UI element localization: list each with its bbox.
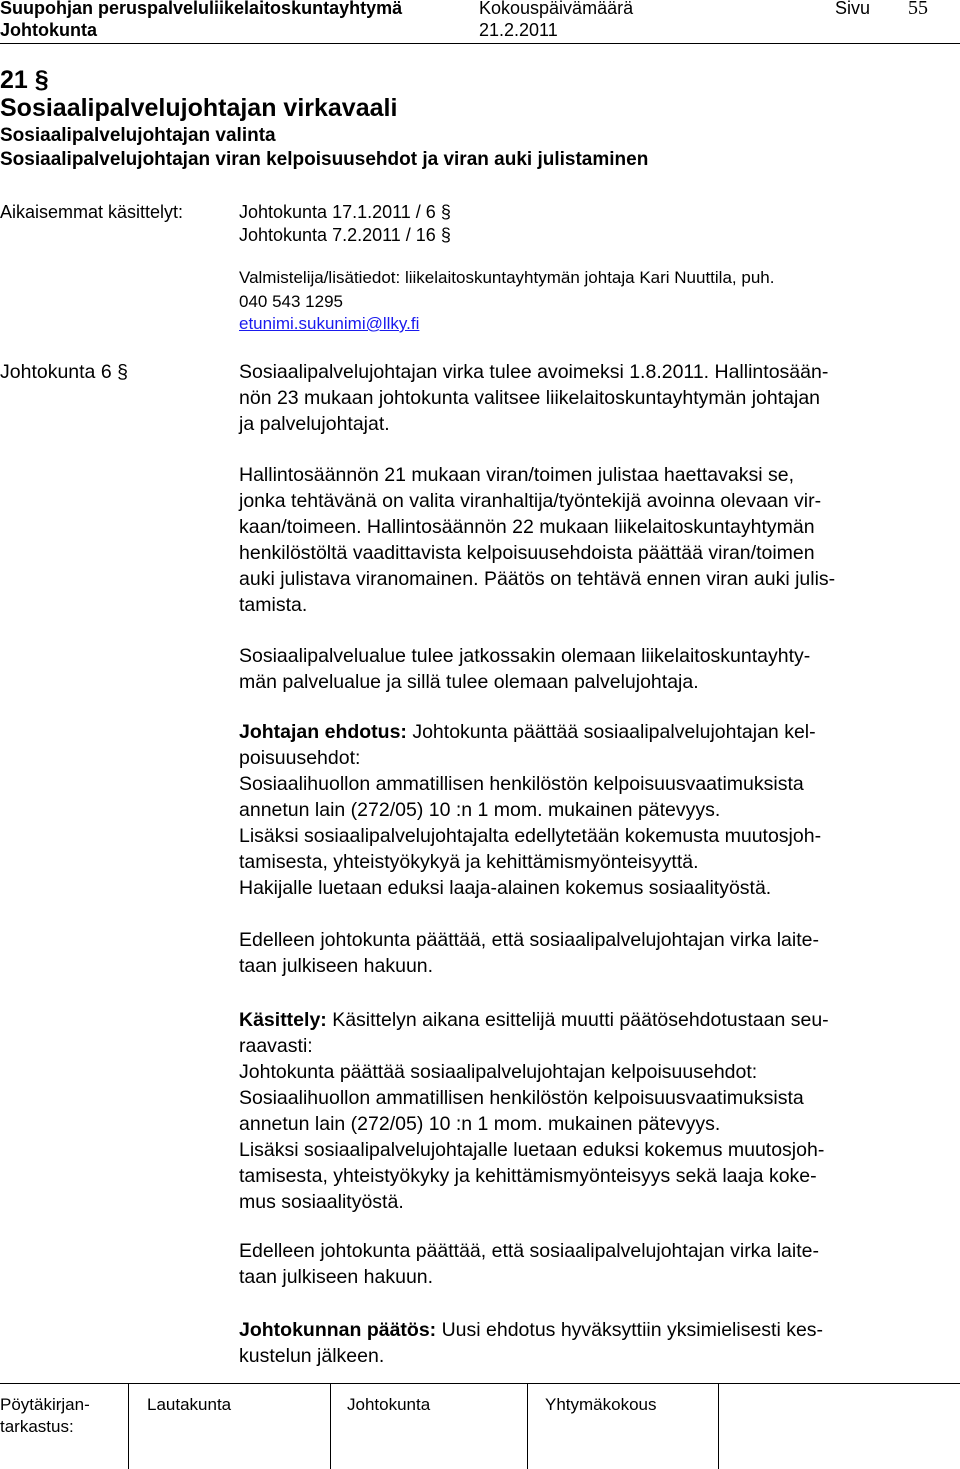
paragraph-line: Sosiaalipalvelualue tulee jatkossakin olemaan liikelaitoskuntayhty- [239,645,811,667]
footer-rule [0,1383,960,1384]
paragraph-line: auki julistava viranomainen. Päätös on tehtävä ennen viran auki julis- [239,568,836,590]
paragraph-line: mus sosiaalityöstä. [239,1191,404,1213]
org-name: Suupohjan peruspalveluliikelaitoskuntayhtymä [0,0,403,18]
paragraph-line: Edelleen johtokunta päättää, että sosiaalipalvelujohtajan virka laite- [239,929,819,951]
page-label: Sivu [835,0,871,18]
footer-divider-3 [527,1384,528,1469]
paragraph-line: taan julkiseen hakuun. [239,1266,434,1288]
paragraph-line: tamisesta, yhteistyökyky ja kehittämismyönteisyys sekä laaja koke- [239,1165,817,1187]
preparer-email-link[interactable]: etunimi.sukunimi@llky.fi [239,314,420,333]
footer-board: Johtokunta [347,1395,431,1414]
body-name: Johtokunta [0,20,97,40]
footer-divider-1 [128,1384,129,1469]
preparer-line-1: Valmistelija/lisätiedot: liikelaitoskuntayhtymän johtaja Kari Nuuttila, puh. [239,268,775,287]
history-item-2: Johtokunta 7.2.2011 / 16 § [239,225,451,245]
paragraph-line: Sosiaalihuollon ammatillisen henkilöstön kelpoisuusvaatimuksista [239,1087,804,1109]
paragraph-line: ja palvelujohtajat. [239,413,390,435]
paragraph-line: Hallintosäännön 21 mukaan viran/toimen julistaa haettavaksi se, [239,464,794,486]
board-decision: Johtokunnan päätös: Uusi ehdotus hyväksyttiin yksimielisesti kes- kustelun jälkeen. [239,1319,824,1367]
paragraph-line: Hakijalle luetaan eduksi laaja-alainen kokemus sosiaalityöstä. [239,877,772,899]
paragraph-line: poisuusehdot: [239,747,361,769]
decision-label: Johtokunnan päätös: [239,1319,437,1341]
paragraph-line: jonka tehtävänä on valita viranhaltija/työntekijä avoinna olevaan vir- [239,490,822,512]
body-reference: Johtokunta 6 § [0,361,128,383]
paragraph-2 [239,462,835,618]
paragraph-line: tamisesta, yhteistyökykyä ja kehittämismyönteisyyttä. [239,851,699,873]
director-proposal: Johtajan ehdotus: Johtokunta päättää sosiaalipalvelujohtajan kel- poisuusehdot: Sosiaalihuollon ammatillisen henkilöstön kelpoisuusvaatimuksista annetun lain (272/05) 10 :n 1 mom. mukainen pätevyys. Lisäksi sosiaalipalvelujohtajalta edellytetään kokemusta muutosjoh- tamisesta, yhteistyökykyä ja kehittämismyönteisyyttä. Hakijalle luetaan eduksi laaja-alainen kokemus sosiaalityöstä. [239,721,822,899]
paragraph-line: Johtokunta päättää sosiaalipalvelujohtajan kelpoisuusehdot: [239,1061,758,1083]
paragraph-line: nön 23 mukaan johtokunta valitsee liikelaitoskuntayhtymän johtajan [239,387,821,409]
section-subtitle-2: Sosiaalipalvelujohtajan viran kelpoisuusehdot ja viran auki julistaminen [0,149,649,170]
footer-divider-4 [718,1384,719,1469]
history-label: Aikaisemmat käsittelyt: [0,202,184,222]
section-number: 21 § [0,66,49,94]
paragraph-3 [239,643,810,695]
paragraph-line: Lisäksi sosiaalipalvelujohtajalle luetaan eduksi kokemus muutosjoh- [239,1139,825,1161]
history-item-1: Johtokunta 17.1.2011 / 6 § [239,202,451,222]
page-number: 55 [908,0,928,19]
footer-divider-2 [330,1384,331,1469]
handling-section: Käsittely: Käsittelyn aikana esittelijä muutti päätösehdotustaan seu- raavasti: Johtokunta päättää sosiaalipalvelujohtajan kelpoisuusehdot: Sosiaalihuollon ammatillisen henkilöstön kelpoisuusvaatimuksista annetun lain (272/05) 10 :n 1 mom. mukainen pätevyys. Lisäksi sosiaalipalvelujohtajalle luetaan eduksi kokemus muutosjoh- tamisesta, yhteistyökyky ja kehittämismyönteisyys sekä laaja koke- mus sosiaalityöstä. [239,1009,829,1213]
paragraph-1 [239,359,828,437]
section-subtitle-1: Sosiaalipalvelujohtajan valinta [0,125,276,146]
paragraph-line: kustelun jälkeen. [239,1345,385,1367]
paragraph-line: Lisäksi sosiaalipalvelujohtajalta edellytetään kokemusta muutosjoh- [239,825,822,847]
footer-committee: Lautakunta [147,1395,232,1414]
handling-label: Käsittely: [239,1009,327,1031]
footer-reviewer-label-2: tarkastus: [0,1417,74,1436]
paragraph-line: taan julkiseen hakuun. [239,955,434,977]
paragraph-line: Edelleen johtokunta päättää, että sosiaalipalvelujohtajan virka laite- [239,1240,819,1262]
paragraph-line: henkilöstöltä vaadittavista kelpoisuusehdoista päättää viran/toimen [239,542,815,564]
section-title: Sosiaalipalvelujohtajan virkavaali [0,94,398,122]
paragraph-line: annetun lain (272/05) 10 :n 1 mom. mukainen pätevyys. [239,1113,721,1135]
header-rule [0,43,960,44]
paragraph-7 [239,1238,819,1290]
paragraph-5 [239,927,819,979]
paragraph-line: raavasti: [239,1035,313,1057]
proposal-label: Johtajan ehdotus: [239,721,407,743]
paragraph-line: män palvelualue ja sillä tulee olemaan palvelujohtaja. [239,671,699,693]
preparer-phone: 040 543 1295 [239,292,343,311]
date-label: Kokouspäivämäärä [479,0,634,18]
paragraph-line: tamista. [239,594,308,616]
footer-reviewer-label-1: Pöytäkirjan- [0,1395,90,1414]
paragraph-line: annetun lain (272/05) 10 :n 1 mom. mukainen pätevyys. [239,799,721,821]
paragraph-line: Sosiaalihuollon ammatillisen henkilöstön kelpoisuusvaatimuksista [239,773,804,795]
paragraph-line: Sosiaalipalvelujohtajan virka tulee avoimeksi 1.8.2011. Hallintosään- [239,361,829,383]
footer-joint-assembly: Yhtymäkokous [545,1395,657,1414]
paragraph-line: kaan/toimeen. Hallintosäännön 22 mukaan liikelaitoskuntayhtymän [239,516,815,538]
meeting-date: 21.2.2011 [479,20,558,40]
